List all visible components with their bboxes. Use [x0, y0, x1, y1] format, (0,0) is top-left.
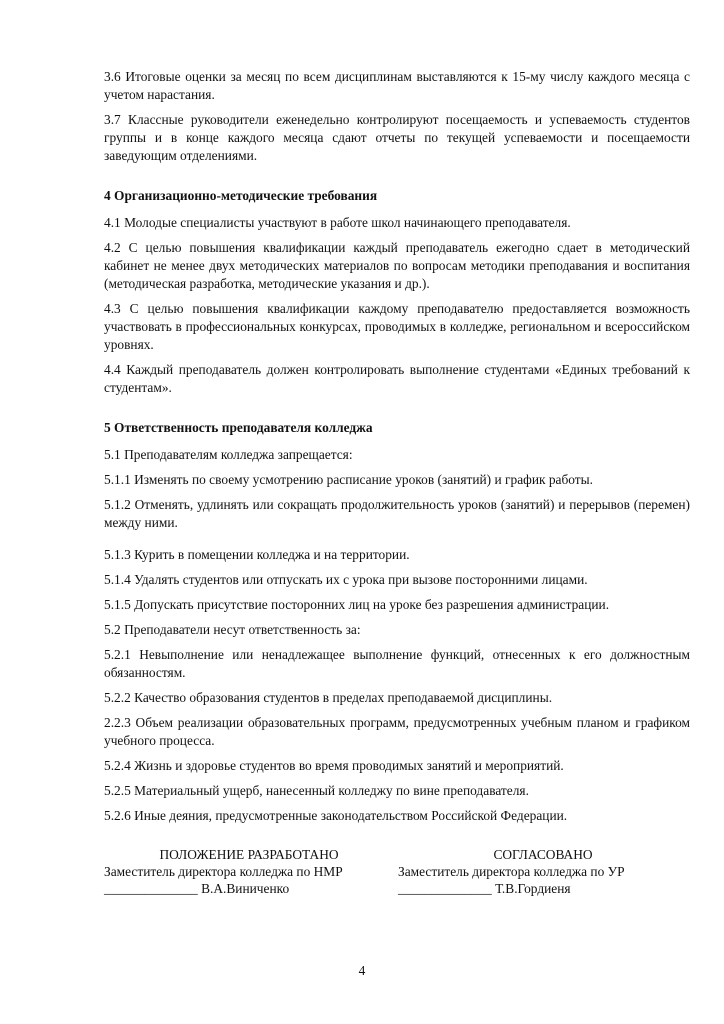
- developed-title: ПОЛОЖЕНИЕ РАЗРАБОТАНО: [159, 847, 339, 862]
- developer-signature-line: ______________ В.А.Виниченко: [104, 881, 290, 896]
- paragraph-4-4: 4.4 Каждый преподаватель должен контролировать выполнение студентами «Единых требований к студентам».: [104, 362, 690, 395]
- paragraph-5-1: 5.1 Преподавателям колледжа запрещается:: [104, 447, 353, 462]
- paragraph-3-6: 3.6 Итоговые оценки за месяц по всем дисциплинам выставляются к 15-му числу каждого месяца с учетом нарастания.: [104, 69, 690, 102]
- paragraph-5-2: 5.2 Преподаватели несут ответственность за:: [104, 622, 361, 637]
- paragraph-5-2-4: 5.2.4 Жизнь и здоровье студентов во время проводимых занятий и мероприятий.: [104, 758, 564, 773]
- paragraph-5-2-5: 5.2.5 Материальный ущерб, нанесенный колледжу по вине преподавателя.: [104, 783, 529, 798]
- paragraph-4-1: 4.1 Молодые специалисты участвуют в работе школ начинающего преподавателя.: [104, 215, 571, 230]
- section-5-heading: 5 Ответственность преподавателя колледжа: [104, 420, 373, 435]
- document-body: [104, 68, 690, 832]
- page-number: 4: [358, 963, 366, 978]
- paragraph-5-2-6: 5.2.6 Иные деяния, предусмотренные законодательством Российской Федерации.: [104, 808, 568, 823]
- paragraph-5-2-2: 5.2.2 Качество образования студентов в пределах преподаваемой дисциплины.: [104, 690, 553, 705]
- approver-signature-block: [398, 846, 688, 897]
- paragraph-5-1-3: 5.1.3 Курить в помещении колледжа и на территории.: [104, 547, 410, 562]
- approver-position: Заместитель директора колледжа по УР: [398, 864, 625, 879]
- paragraph-4-2: 4.2 С целью повышения квалификации каждый преподаватель ежегодно сдает в методический кабинет не менее двух методических материалов по вопросам методики преподавания и воспитания (методическая разработка, методические указания и др.).: [104, 240, 690, 291]
- paragraph-5-2-1: 5.2.1 Невыполнение или ненадлежащее выполнение функций, отнесенных к его должностным обязанностям.: [104, 647, 690, 680]
- developer-signature-block: [104, 846, 394, 897]
- approver-signature-line: ______________ Т.В.Гордиеня: [398, 881, 571, 896]
- paragraph-5-1-2: 5.1.2 Отменять, удлинять или сокращать продолжительность уроков (занятий) и перерывов (перемен) между ними.: [104, 497, 690, 530]
- paragraph-4-3: 4.3 С целью повышения квалификации каждому преподавателю предоставляется возможность участвовать в профессиональных конкурсах, проводимых в колледже, региональном и всероссийском уровнях.: [104, 301, 690, 352]
- section-4-heading: 4 Организационно-методические требования: [104, 188, 378, 203]
- paragraph-2-2-3: 2.2.3 Объем реализации образовательных программ, предусмотренных учебным планом и графиком учебного процесса.: [104, 715, 690, 748]
- paragraph-5-1-5: 5.1.5 Допускать присутствие посторонних лиц на уроке без разрешения администрации.: [104, 597, 610, 612]
- developer-position: Заместитель директора колледжа по НМР: [104, 864, 343, 879]
- approved-title: СОГЛАСОВАНО: [493, 847, 593, 862]
- paragraph-3-7: 3.7 Классные руководители еженедельно контролируют посещаемость и успеваемость студентов группы и в конце каждого месяца сдают отчеты по текущей успеваемости и посещаемости заведующим отделениями.: [104, 112, 690, 163]
- paragraph-5-1-1: 5.1.1 Изменять по своему усмотрению расписание уроков (занятий) и график работы.: [104, 472, 593, 487]
- paragraph-5-1-4: 5.1.4 Удалять студентов или отпускать их с урока при вызове посторонними лицами.: [104, 572, 588, 587]
